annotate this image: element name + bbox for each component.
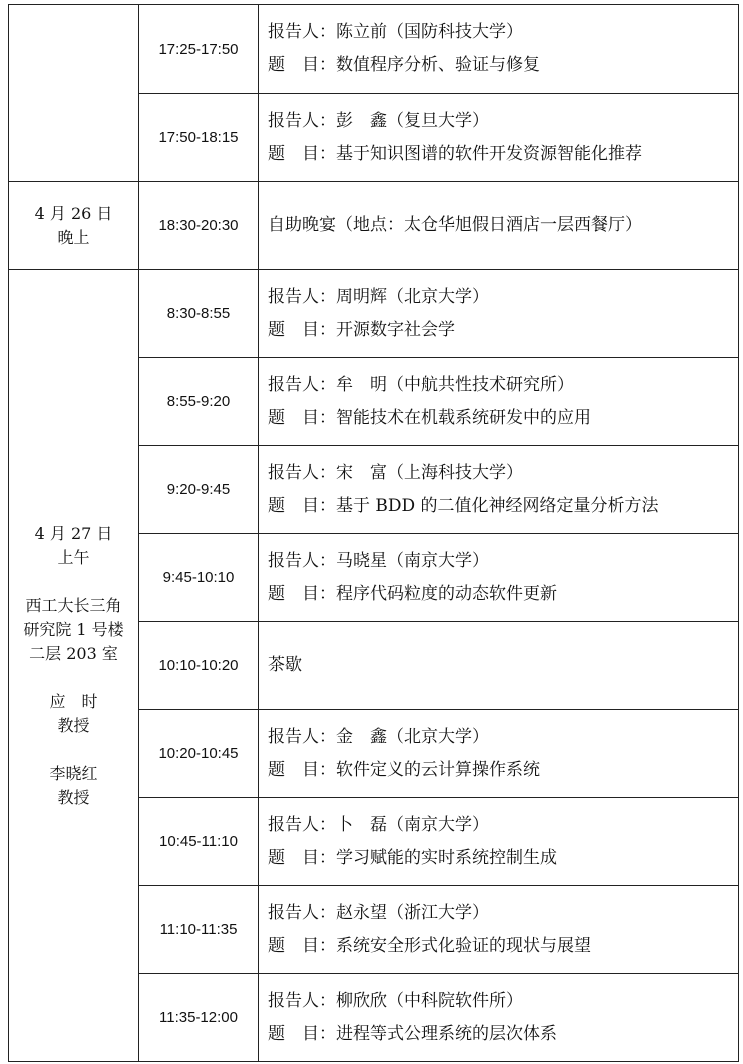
- dinner-note: 自助晚宴（地点：太仓华旭假日酒店一层西餐厅）: [268, 215, 642, 235]
- speaker-line: 报告人：周明辉（北京大学）: [268, 286, 489, 307]
- topic-line: 题 目：系统安全形式化验证的现状与展望: [268, 935, 591, 956]
- time-cell: 10:10-10:20: [139, 622, 259, 710]
- table-row: [9, 182, 739, 270]
- topic-line: 题 目：基于 BDD 的二值化神经网络定量分析方法: [268, 495, 659, 516]
- table-row: [9, 270, 739, 358]
- period-label: 晚上: [57, 227, 90, 247]
- time-cell: 9:45-10:10: [139, 534, 259, 622]
- talk-cell: [259, 94, 739, 182]
- topic-line: 题 目：数值程序分析、验证与修复: [268, 55, 540, 75]
- talk-cell: [259, 974, 739, 1062]
- date-label: 4 月 26 日: [34, 203, 113, 223]
- talk-title: 开源数字社会学: [336, 319, 455, 340]
- date-cell: [9, 5, 139, 182]
- time-cell: 11:10-11:35: [139, 886, 259, 974]
- time-cell: 8:55-9:20: [139, 358, 259, 446]
- period-label: 上午: [57, 547, 90, 567]
- speaker-line: 报告人：赵永望（浙江大学）: [268, 902, 489, 923]
- speaker-name: 赵永望（浙江大学）: [336, 902, 489, 923]
- speaker-line: 报告人：陈立前（国防科技大学）: [268, 22, 523, 42]
- talk-title: 系统安全形式化验证的现状与展望: [336, 935, 591, 956]
- time-cell: 10:20-10:45: [139, 710, 259, 798]
- date-cell: [9, 182, 139, 270]
- time-cell: 8:30-8:55: [139, 270, 259, 358]
- topic-line: 题 目：开源数字社会学: [268, 319, 455, 340]
- host-title: 教授: [57, 715, 90, 735]
- time-cell: 17:25-17:50: [139, 5, 259, 94]
- talk-cell: [259, 270, 739, 358]
- note-cell: [259, 182, 739, 270]
- talk-title: 软件定义的云计算操作系统: [336, 759, 540, 780]
- speaker-name: 宋 富（上海科技大学）: [336, 462, 523, 483]
- topic-line: 题 目：软件定义的云计算操作系统: [268, 759, 540, 780]
- speaker-name: 陈立前（国防科技大学）: [336, 22, 523, 42]
- date-label: 4 月 27 日: [34, 523, 113, 543]
- speaker-line: 报告人：柳欣欣（中科院软件所）: [268, 990, 523, 1011]
- talk-title: 基于 BDD 的二值化神经网络定量分析方法: [336, 495, 659, 516]
- host-name: 李晓红: [49, 763, 98, 783]
- talk-cell: [259, 446, 739, 534]
- talk-title: 程序代码粒度的动态软件更新: [336, 583, 557, 604]
- talk-cell: [259, 710, 739, 798]
- talk-title: 智能技术在机载系统研发中的应用: [336, 407, 591, 428]
- speaker-line: 报告人：卜 磊（南京大学）: [268, 814, 489, 835]
- talk-cell: [259, 534, 739, 622]
- speaker-name: 周明辉（北京大学）: [336, 286, 489, 307]
- speaker-line: 报告人：彭 鑫（复旦大学）: [268, 110, 489, 131]
- break-note: 茶歇: [268, 655, 302, 675]
- talk-cell: [259, 358, 739, 446]
- talk-title: 学习赋能的实时系统控制生成: [336, 847, 557, 868]
- speaker-line: 报告人：马晓星（南京大学）: [268, 550, 489, 571]
- speaker-line: 报告人：宋 富（上海科技大学）: [268, 462, 523, 483]
- venue-line: 西工大长三角: [25, 595, 122, 615]
- talk-title: 进程等式公理系统的层次体系: [336, 1023, 557, 1044]
- time-cell: 18:30-20:30: [139, 182, 259, 270]
- topic-line: 题 目：学习赋能的实时系统控制生成: [268, 847, 557, 868]
- speaker-name: 彭 鑫（复旦大学）: [336, 110, 489, 131]
- table-row: [9, 5, 739, 94]
- speaker-name: 马晓星（南京大学）: [336, 550, 489, 571]
- note-cell: [259, 622, 739, 710]
- time-cell: 11:35-12:00: [139, 974, 259, 1062]
- speaker-name: 柳欣欣（中科院软件所）: [336, 990, 523, 1011]
- talk-cell: [259, 798, 739, 886]
- topic-line: 题 目：进程等式公理系统的层次体系: [268, 1023, 557, 1044]
- speaker-name: 金 鑫（北京大学）: [336, 726, 489, 747]
- host-name: 应 时: [49, 691, 98, 711]
- topic-line: 题 目：程序代码粒度的动态软件更新: [268, 583, 557, 604]
- topic-line: 题 目：基于知识图谱的软件开发资源智能化推荐: [268, 143, 642, 164]
- time-cell: 9:20-9:45: [139, 446, 259, 534]
- venue-line: 二层 203 室: [29, 643, 118, 663]
- speaker-line: 报告人：牟 明（中航共性技术研究所）: [268, 374, 574, 395]
- speaker-name: 卜 磊（南京大学）: [336, 814, 489, 835]
- talk-title: 数值程序分析、验证与修复: [336, 55, 540, 75]
- talk-cell: [259, 886, 739, 974]
- date-cell: [9, 270, 139, 1062]
- topic-line: 题 目：智能技术在机载系统研发中的应用: [268, 407, 591, 428]
- talk-title: 基于知识图谱的软件开发资源智能化推荐: [336, 143, 642, 164]
- speaker-line: 报告人：金 鑫（北京大学）: [268, 726, 489, 747]
- schedule-table: [8, 4, 739, 1062]
- talk-cell: [259, 5, 739, 94]
- host-title: 教授: [57, 787, 90, 807]
- speaker-name: 牟 明（中航共性技术研究所）: [336, 374, 574, 395]
- time-cell: 10:45-11:10: [139, 798, 259, 886]
- time-cell: 17:50-18:15: [139, 94, 259, 182]
- venue-line: 研究院 1 号楼: [23, 619, 124, 639]
